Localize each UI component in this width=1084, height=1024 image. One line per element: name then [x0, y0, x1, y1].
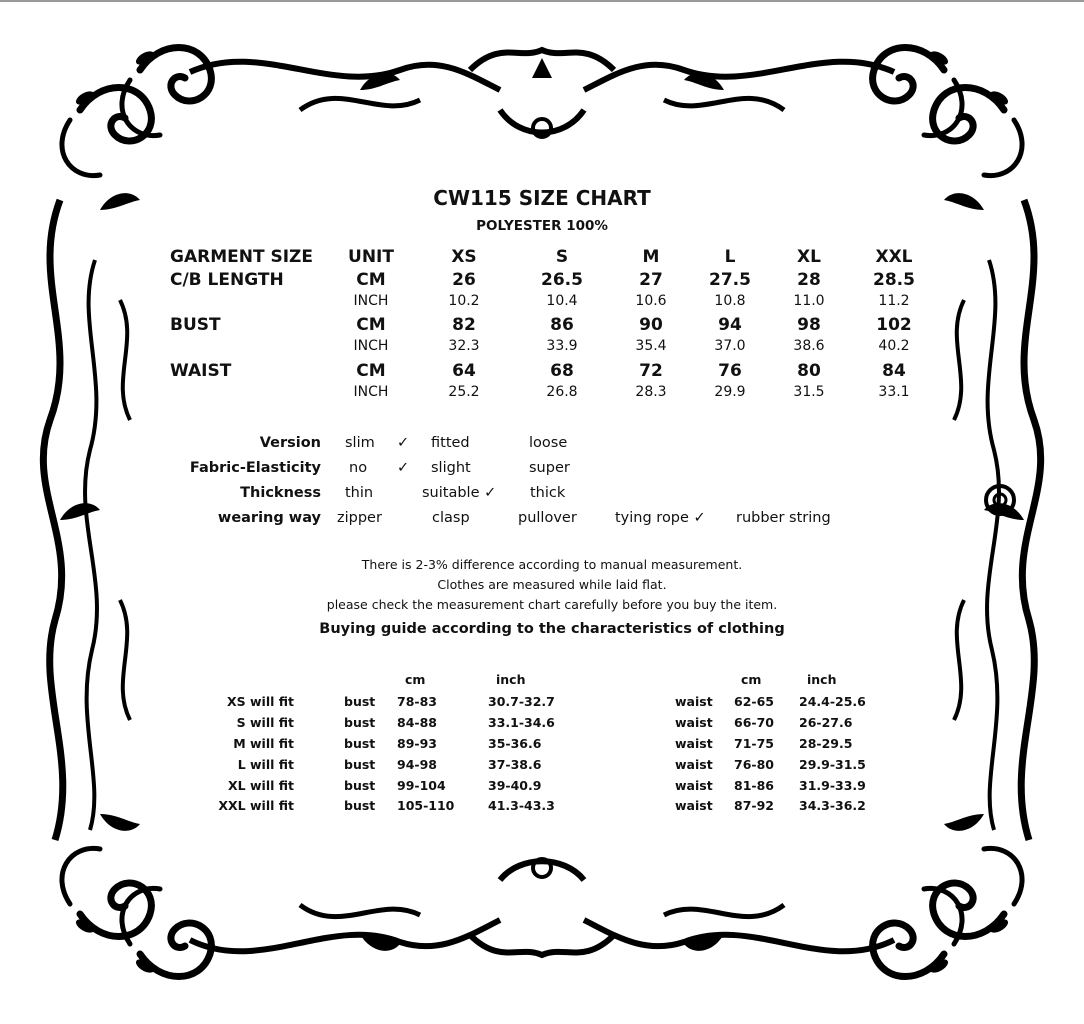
value-cell: 31.5 — [793, 384, 825, 400]
value-cell: 26.8 — [546, 384, 578, 400]
attr-label-thickness: Thickness — [240, 485, 321, 501]
value-cell: 26 — [452, 270, 476, 290]
size-header-s: S — [555, 247, 569, 267]
frame-right — [954, 200, 1041, 840]
attr-option: loose — [529, 435, 568, 451]
value-cell: 94 — [718, 315, 742, 335]
guide-waist-inch: 26-27.6 — [799, 715, 853, 730]
guide-row-label: XXL will fit — [218, 798, 294, 813]
guide-waist-inch: 34.3-36.2 — [799, 798, 866, 813]
value-cell: 10.8 — [714, 293, 746, 309]
value-cell: 98 — [797, 315, 821, 335]
guide-bust-cm: 84-88 — [397, 715, 437, 730]
attr-option: slim — [345, 435, 375, 451]
guide-title: Buying guide according to the characteristics of clothing — [319, 621, 785, 637]
guide-waist-label: waist — [675, 798, 713, 813]
guide-waist-cm: 66-70 — [734, 715, 774, 730]
attr-option: clasp — [432, 510, 470, 526]
note-line: Clothes are measured while laid flat. — [437, 577, 667, 592]
value-cell: 90 — [639, 315, 663, 335]
guide-bust-inch: 35-36.6 — [488, 736, 542, 751]
guide-row-label: L will fit — [237, 757, 294, 772]
unit-cm: CM — [356, 315, 386, 335]
guide-bust-cm: 99-104 — [397, 778, 446, 793]
size-header-xs: XS — [451, 247, 477, 267]
guide-bust-inch: 37-38.6 — [488, 757, 542, 772]
unit-cm: CM — [356, 270, 386, 290]
value-cell: 27 — [639, 270, 663, 290]
attr-option: slight — [431, 460, 471, 476]
guide-bust-label: bust — [344, 694, 376, 709]
guide-cm-header: cm — [405, 672, 426, 687]
page-title: CW115 SIZE CHART — [433, 186, 651, 210]
unit-inch: INCH — [353, 338, 389, 354]
attr-option: tying rope ✓ — [615, 510, 706, 526]
value-cell: 102 — [876, 315, 912, 335]
attr-label-fabric-elasticity: Fabric-Elasticity — [189, 460, 321, 476]
frame-left — [43, 200, 130, 840]
value-cell: 27.5 — [709, 270, 751, 290]
guide-waist-label: waist — [675, 757, 713, 772]
attr-option: super — [529, 460, 570, 476]
value-cell: 11.2 — [878, 293, 910, 309]
value-cell: 10.2 — [448, 293, 480, 309]
guide-bust-label: bust — [344, 715, 376, 730]
guide-row-label: XS will fit — [227, 694, 294, 709]
guide-waist-label: waist — [675, 715, 713, 730]
value-cell: 11.0 — [793, 293, 825, 309]
guide-bust-cm: 105-110 — [397, 798, 455, 813]
attr-option: fitted — [431, 435, 470, 451]
size-header-xxl: XXL — [875, 247, 913, 267]
guide-bust-label: bust — [344, 736, 376, 751]
guide-waist-cm: 87-92 — [734, 798, 774, 813]
guide-waist-cm: 81-86 — [734, 778, 774, 793]
guide-waist-inch: 28-29.5 — [799, 736, 853, 751]
size-header-l: L — [724, 247, 736, 267]
row-label-bust: BUST — [170, 315, 221, 335]
guide-waist-inch: 29.9-31.5 — [799, 757, 866, 772]
value-cell: 72 — [639, 361, 663, 381]
note-line: There is 2-3% difference according to manual measurement. — [361, 557, 743, 572]
value-cell: 28 — [797, 270, 821, 290]
frame-top — [190, 50, 894, 137]
attr-option: pullover — [518, 510, 577, 526]
attr-option: rubber string — [736, 510, 831, 526]
value-cell: 84 — [882, 361, 906, 381]
value-cell: 37.0 — [714, 338, 746, 354]
unit-header: UNIT — [348, 247, 394, 267]
guide-inch-header: inch — [496, 672, 526, 687]
unit-inch: INCH — [353, 293, 389, 309]
value-cell: 10.6 — [635, 293, 667, 309]
guide-bust-inch: 33.1-34.6 — [488, 715, 555, 730]
attr-option: thin — [345, 485, 374, 501]
check-mark: ✓ — [397, 435, 410, 451]
guide-waist-cm: 62-65 — [734, 694, 774, 709]
guide-waist-inch: 24.4-25.6 — [799, 694, 866, 709]
unit-inch: INCH — [353, 384, 389, 400]
attr-label-version: Version — [259, 435, 321, 451]
value-cell: 40.2 — [878, 338, 910, 354]
guide-cm-header: cm — [741, 672, 762, 687]
guide-bust-cm: 78-83 — [397, 694, 437, 709]
attr-option: zipper — [337, 510, 382, 526]
value-cell: 68 — [550, 361, 574, 381]
attr-option: suitable ✓ — [422, 485, 497, 501]
guide-bust-inch: 39-40.9 — [488, 778, 542, 793]
value-cell: 38.6 — [793, 338, 825, 354]
row-label-cb-length: C/B LENGTH — [170, 270, 284, 290]
check-mark: ✓ — [397, 460, 410, 476]
guide-bust-label: bust — [344, 798, 376, 813]
value-cell: 35.4 — [635, 338, 667, 354]
garment-size-header: GARMENT SIZE — [170, 247, 313, 267]
size-header-xl: XL — [797, 247, 821, 267]
value-cell: 80 — [797, 361, 821, 381]
unit-cm: CM — [356, 361, 386, 381]
value-cell: 28.3 — [635, 384, 667, 400]
value-cell: 32.3 — [448, 338, 480, 354]
guide-bust-label: bust — [344, 757, 376, 772]
attr-option: thick — [530, 485, 566, 501]
value-cell: 86 — [550, 315, 574, 335]
guide-waist-cm: 71-75 — [734, 736, 774, 751]
size-header-m: M — [642, 247, 660, 267]
guide-inch-header: inch — [807, 672, 837, 687]
value-cell: 82 — [452, 315, 476, 335]
value-cell: 26.5 — [541, 270, 583, 290]
value-cell: 29.9 — [714, 384, 746, 400]
guide-row-label: M will fit — [233, 736, 294, 751]
value-cell: 25.2 — [448, 384, 480, 400]
value-cell: 64 — [452, 361, 476, 381]
guide-row-label: S will fit — [236, 715, 294, 730]
frame-bottom — [190, 859, 894, 955]
guide-bust-cm: 89-93 — [397, 736, 437, 751]
guide-waist-inch: 31.9-33.9 — [799, 778, 866, 793]
guide-waist-label: waist — [675, 736, 713, 751]
material-label: POLYESTER 100% — [476, 218, 608, 234]
guide-row-label: XL will fit — [228, 778, 294, 793]
guide-waist-label: waist — [675, 694, 713, 709]
note-line: please check the measurement chart carefully before you buy the item. — [326, 597, 778, 612]
guide-bust-inch: 30.7-32.7 — [488, 694, 555, 709]
value-cell: 33.9 — [546, 338, 578, 354]
guide-bust-inch: 41.3-43.3 — [488, 798, 555, 813]
guide-waist-label: waist — [675, 778, 713, 793]
value-cell: 28.5 — [873, 270, 915, 290]
attr-label-wearing-way: wearing way — [217, 510, 321, 526]
guide-waist-cm: 76-80 — [734, 757, 774, 772]
value-cell: 33.1 — [878, 384, 910, 400]
guide-bust-label: bust — [344, 778, 376, 793]
attr-option: no — [349, 460, 368, 476]
guide-bust-cm: 94-98 — [397, 757, 437, 772]
row-label-waist: WAIST — [170, 361, 232, 381]
value-cell: 10.4 — [546, 293, 578, 309]
value-cell: 76 — [718, 361, 742, 381]
